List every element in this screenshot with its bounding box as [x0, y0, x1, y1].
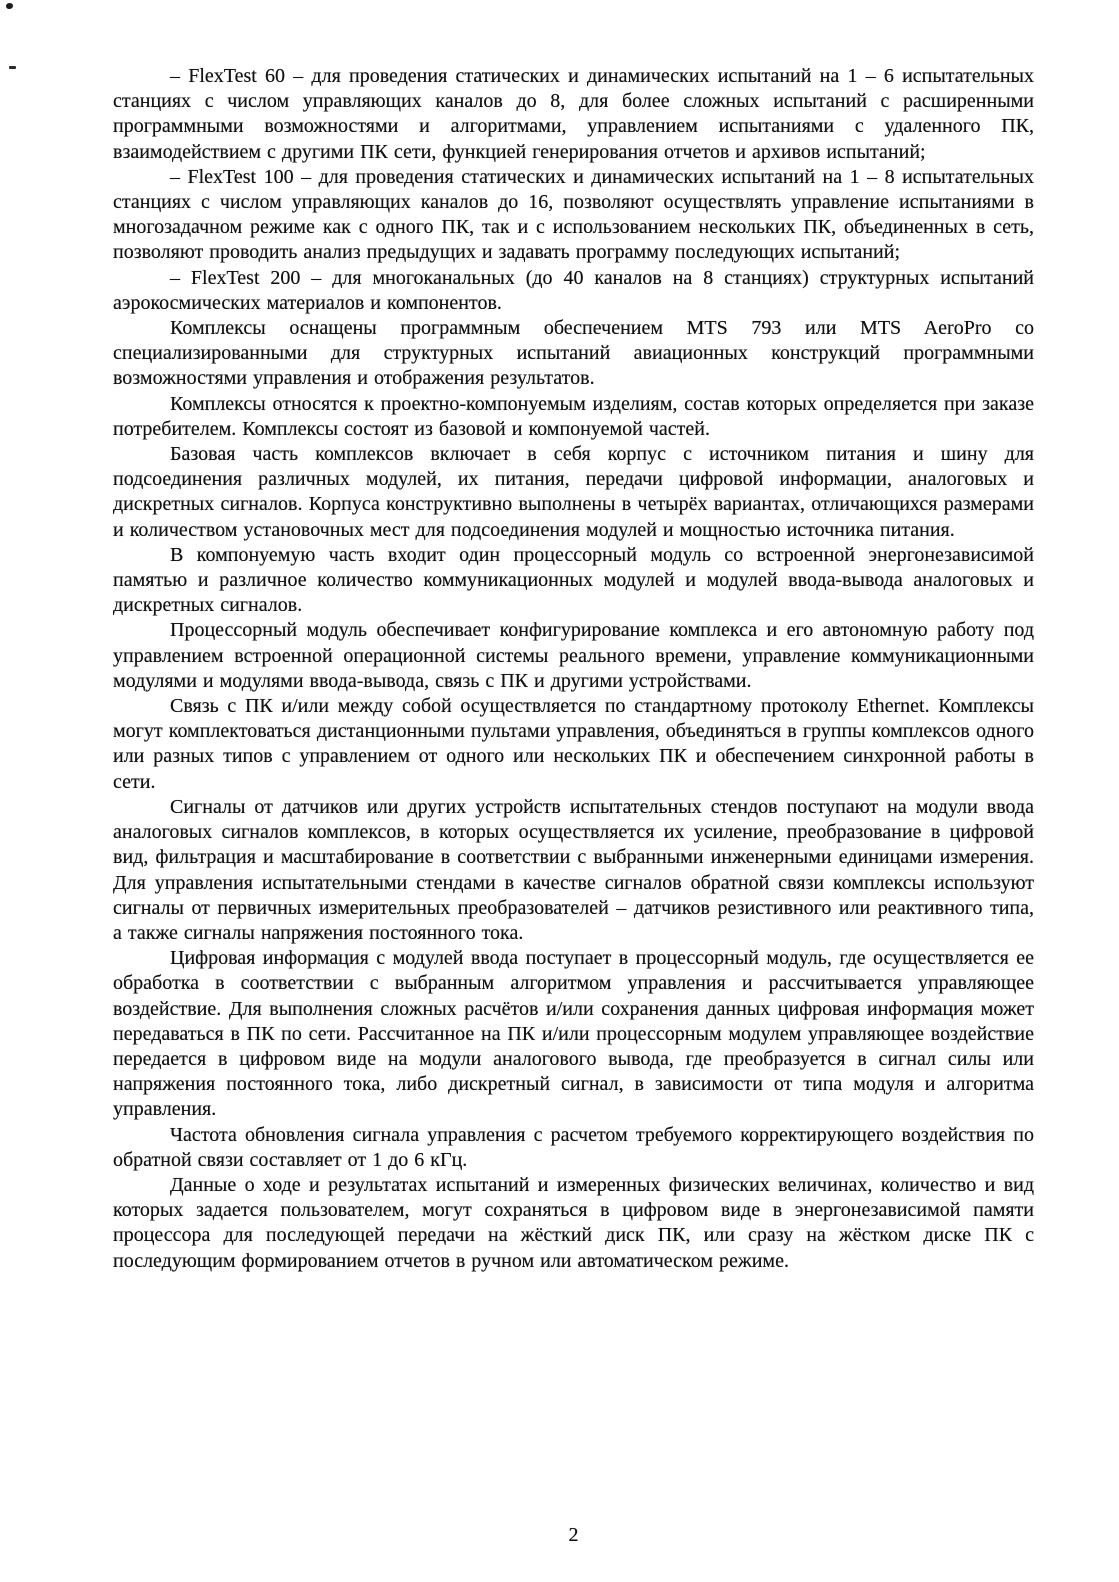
paragraph-base-part: Базовая часть комплексов включает в себя корпус с источником питания и шину для подсоединения различных модулей, их питания, передачи цифровой информации, аналоговых и дискретных сигналов. Корпуса конструктивно выполнены в четырёх вариантах, отличающихся размерами и количеством установочных мест для подсоединения модулей и мощностью источника питания. [113, 443, 1034, 541]
paragraph-ethernet-link: Связь с ПК и/или между собой осуществляется по стандартному протоколу Ethernet. Комплексы могут комплектоваться дистанционными пультами управления, объединяться в группы комплексов одного или разных типов с управлением от одного или нескольких ПК и обеспечением синхронной работы в сети. [113, 695, 1034, 793]
paragraph-software: Комплексы оснащены программным обеспечением MTS 793 или MTS AeroPro со специализированными для структурных испытаний авиационных конструкций программными возможностями управления и отображения результатов. [113, 317, 1034, 390]
paragraph-flextest-100: – FlexTest 100 – для проведения статических и динамических испытаний на 1 – 8 испытательных станциях с числом управляющих каналов до 16, позволяют осуществлять управление испытаниями в многозадачном режиме как с одного ПК, так и с использованием нескольких ПК, объединенных в сеть, позволяют проводить анализ предыдущих и задавать программу последующих испытаний; [113, 165, 1034, 264]
paragraph-flextest-60: – FlexTest 60 – для проведения статических и динамических испытаний на 1 – 6 испытательных станциях с числом управляющих каналов до 8, для более сложных испытаний с расширенными программными возможностями и алгоритмами, управлением испытаниями с удаленного ПК, взаимодействием с другими ПК сети, функцией генерирования отчетов и архивов испытаний; [113, 65, 1034, 163]
document-text-body [113, 64, 1034, 1274]
paragraph-update-rate: Частота обновления сигнала управления с расчетом требуемого корректирующего воздействия по обратной связи составляет от 1 до 6 кГц. [113, 1123, 1034, 1171]
paragraph-flextest-200: – FlexTest 200 – для многоканальных (до 40 каналов на 8 станциях) структурных испытаний аэрокосмических материалов и компонентов. [113, 266, 1034, 314]
paragraph-sensor-signals: Сигналы от датчиков или других устройств испытательных стендов поступают на модули ввода аналоговых сигналов комплексов, в которых осуществляется их усиление, преобразование в цифровой вид, фильтрация и масштабирование в соответствии с выбранными инженерными единицами измерения. Для управления испытательными стендами в качестве сигналов обратной связи комплексы используют сигналы от первичных измерительных преобразователей – датчиков резистивного или реактивного типа, а также сигналы напряжения постоянного тока. [113, 795, 1034, 944]
paragraph-configurable-products: Комплексы относятся к проектно-компонуемым изделиям, состав которых определяется при заказе потребителем. Комплексы состоят из базовой и компонуемой частей. [113, 392, 1034, 440]
paragraph-test-data-storage: Данные о ходе и результатах испытаний и измеренных физических величинах, количество и вид которых задается пользователем, могут сохраняться в цифровом виде в энергонезависимой памяти процессора для последующей передачи на жёсткий диск ПК, или сразу на жёстком диске ПК с последующим формированием отчетов в ручном или автоматическом режиме. [113, 1173, 1034, 1272]
scan-speck-dot [6, 3, 13, 9]
paragraph-composable-part: В компонуемую часть входит один процессорный модуль со встроенной энергонезависимой памятью и различное количество коммуникационных модулей и модулей ввода-вывода аналоговых и дискретных сигналов. [113, 543, 1034, 617]
paragraph-processor-module: Процессорный модуль обеспечивает конфигурирование комплекса и его автономную работу под управлением встроенной операционной системы реального времени, управление коммуникационными модулями и модулями ввода-вывода, связь с ПК и другими устройствами. [113, 619, 1034, 692]
paragraph-digital-information: Цифровая информация с модулей ввода поступает в процессорный модуль, где осуществляется ее обработка в соответствии с выбранным алгоритмом управления и рассчитывается управляющее воздействие. Для выполнения сложных расчётов и/или сохранения данных цифровая информация может передаваться в ПК по сети. Рассчитанное на ПК и/или процессорным модулем управляющее воздействие передается в цифровом виде на модули аналогового вывода, где преобразуется в сигнал силы или напряжения постоянного тока, либо дискретный сигнал, в зависимости от типа модуля и алгоритма управления. [113, 947, 1034, 1121]
scan-speck-dash [9, 66, 16, 69]
page-number: 2 [568, 1524, 579, 1546]
